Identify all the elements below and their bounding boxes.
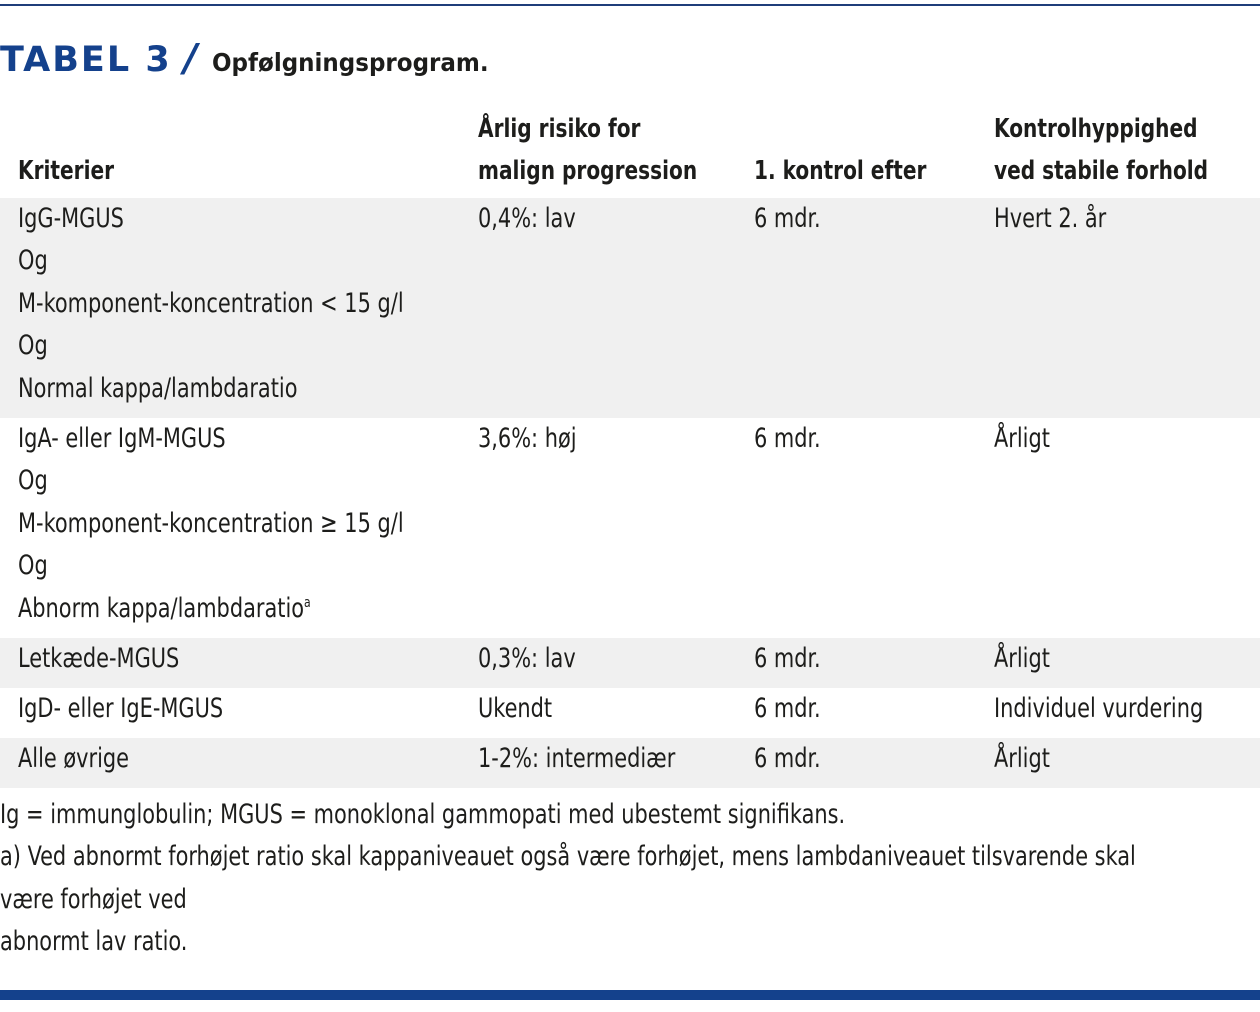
cell-risk: Ukendt [478,693,553,724]
top-rule [0,4,1260,6]
header-annual-risk: Årlig risiko for malign progression [478,114,698,187]
cell-criteria: Alle øvrige [18,743,130,774]
cell-risk: 3,6%: høj [478,423,577,454]
cell-frequency: Individuel vurdering [994,693,1204,724]
header-control-frequency: Kontrolhyppighed ved stabile forhold [994,114,1209,187]
table-row [0,198,1260,418]
table-row [0,738,1260,788]
table-title [0,36,512,80]
cell-risk: 0,3%: lav [478,643,576,674]
footnote-a: a) Ved abnormt forhøjet ratio skal kappaniveauet også være forhøjet, mens lambdaniveauet tilsvarende skal [0,841,1136,873]
cell-frequency: Årligt [994,423,1050,454]
cell-first-control: 6 mdr. [754,203,821,234]
cell-frequency: Årligt [994,643,1050,674]
table-number-label: TABEL 3 [0,40,172,80]
follow-up-table [0,108,1260,788]
footnote-marker: a [304,594,311,611]
cell-criteria: IgG-MGUS Og M-komponent-koncentration < 15 g/l Og Normal kappa/lambdaratio [18,203,404,404]
bottom-rule [0,990,1260,1000]
table-row [0,418,1260,638]
title-slash: / [183,36,198,80]
table-row [0,638,1260,688]
cell-first-control: 6 mdr. [754,423,821,454]
cell-first-control: 6 mdr. [754,693,821,724]
table-header-row [0,108,1260,198]
table-footnotes [0,794,1260,964]
footnote-a-end: abnormt lav ratio. [0,926,188,958]
cell-frequency: Årligt [994,743,1050,774]
cell-criteria: IgA- eller IgM-MGUS Og M-komponent-koncentration ≥ 15 g/l Og Abnorm kappa/lambdaratio$^a$ [18,423,404,624]
cell-criteria: IgD- eller IgE-MGUS [18,693,224,724]
header-criteria: Kriterier [18,156,115,187]
cell-risk: 0,4%: lav [478,203,576,234]
header-first-control: 1. kontrol efter [754,156,927,187]
table-row [0,688,1260,738]
cell-frequency: Hvert 2. år [994,203,1107,234]
table-caption: Opfølgningsprogram. [211,48,489,77]
footnote-a-continued: være forhøjet ved [0,883,187,915]
cell-first-control: 6 mdr. [754,743,821,774]
cell-risk: 1-2%: intermediær [478,743,676,774]
cell-criteria: Letkæde-MGUS [18,643,180,674]
footnote-abbreviations: Ig = immunglobulin; MGUS = monoklonal gammopati med ubestemt signifikans. [0,799,846,830]
cell-first-control: 6 mdr. [754,643,821,674]
